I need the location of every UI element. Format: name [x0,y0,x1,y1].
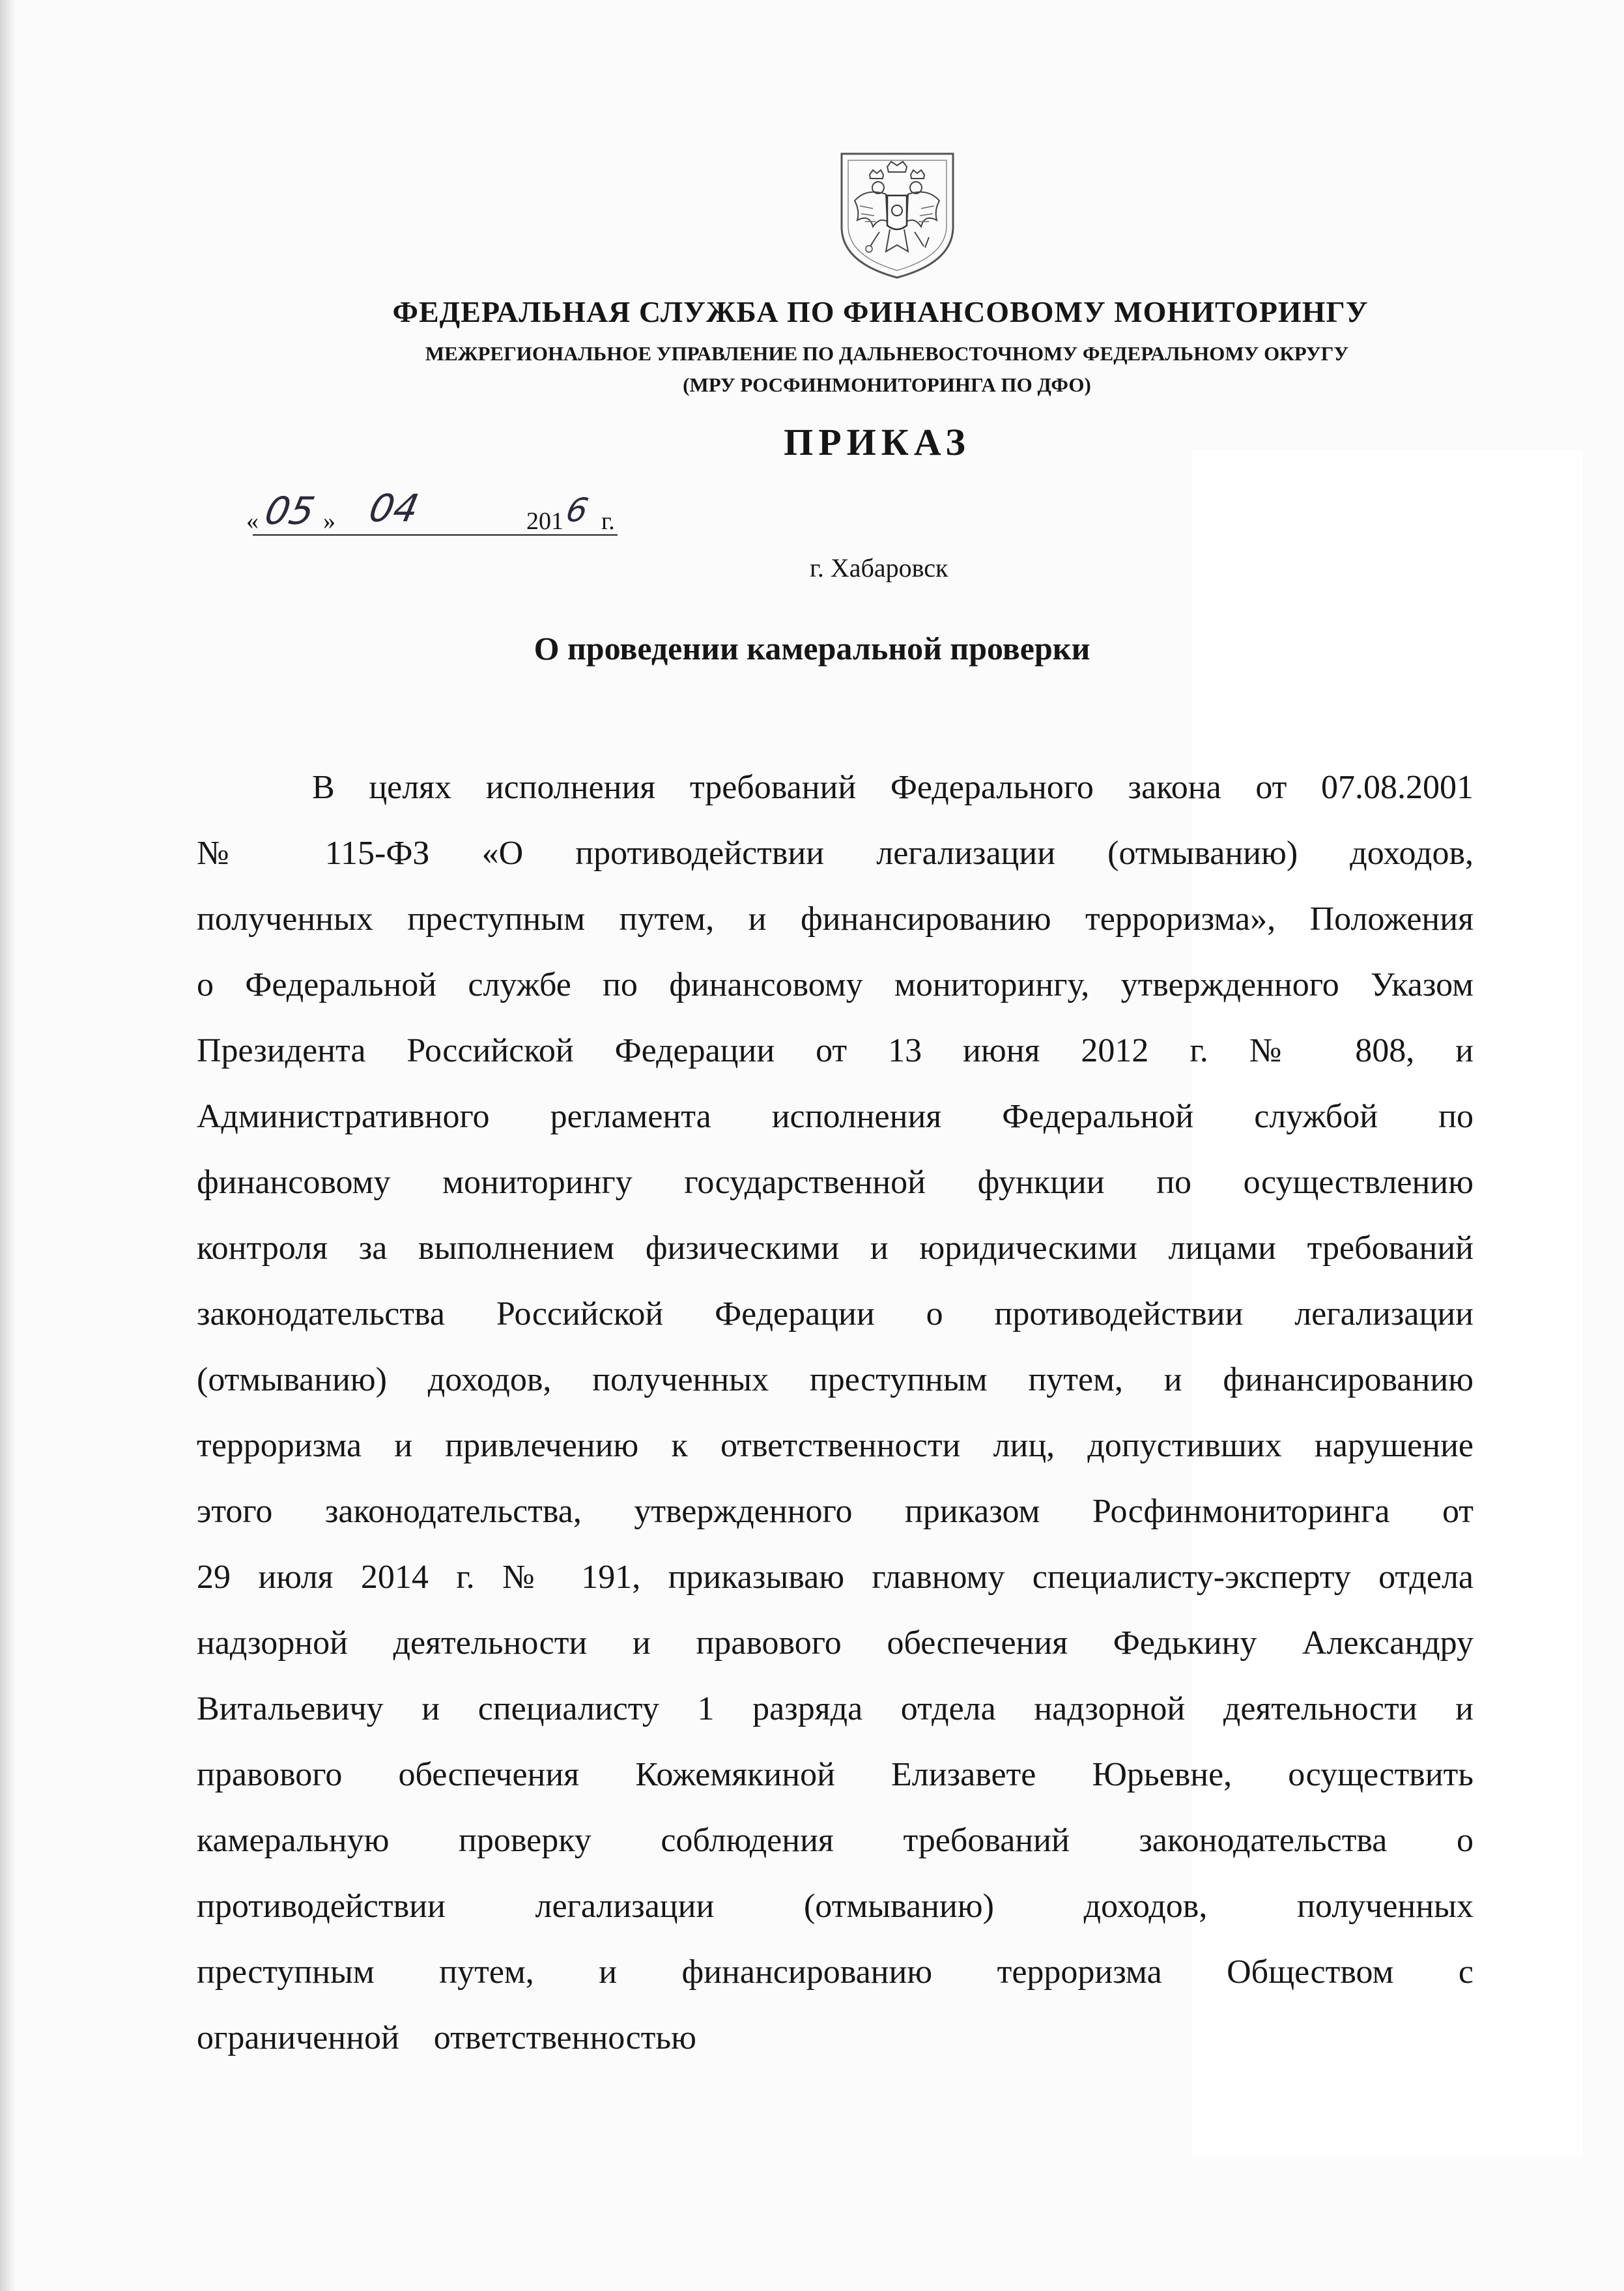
body-line: этого законодательства, утвержденного приказом Росфинмониторинга от [197,1493,1474,1530]
date-year-printed: 201 [526,508,563,535]
body-line: 29 июля 2014 г. № 191, приказываю главному специалисту-эксперту отдела [197,1559,1474,1596]
date-year-digit-handwritten: 6 [562,491,591,529]
body-line: (отмыванию) доходов, полученных преступным путем, и финансированию [197,1361,1474,1398]
body-line: Витальевичу и специалисту 1 разряда отдела надзорной деятельности и [197,1690,1474,1727]
document-type-title: ПРИКАЗ [784,421,971,463]
body-line: полученных преступным путем, и финансированию терроризма», Положения [197,901,1474,938]
date-underline [253,534,618,536]
order-body [197,755,1474,2071]
agency-name: ФЕДЕРАЛЬНАЯ СЛУЖБА ПО ФИНАНСОВОМУ МОНИТОРИНГУ [392,295,1369,328]
body-line: о Федеральной службе по финансовому мониторингу, утвержденного Указом [197,966,1474,1003]
date-year-suffix: г. [601,508,615,535]
body-line: В целях исполнения требований Федерального закона от 07.08.2001 [312,769,1474,806]
body-line: законодательства Российской Федерации о противодействии легализации [197,1295,1474,1333]
body-line: № 115-ФЗ «О противодействии легализации (отмыванию) доходов, [197,835,1474,872]
order-subject-title: О проведении камеральной проверки [534,630,1090,667]
department-name: МЕЖРЕГИОНАЛЬНОЕ УПРАВЛЕНИЕ ПО ДАЛЬНЕВОСТОЧНОМУ ФЕДЕРАЛЬНОМУ ОКРУГУ [425,342,1349,365]
body-line: Административного регламента исполнения Федеральной службой по [197,1098,1474,1135]
body-line: ограниченной ответственностью [197,2019,696,2056]
body-line: контроля за выполнением физическими и юридическими лицами требований [197,1230,1474,1267]
date-open-quote: « [246,508,259,535]
body-line: надзорной деятельности и правового обеспечения Федькину Александру [197,1624,1474,1662]
body-line: Президента Российской Федерации от 13 июня 2012 г. № 808, и [197,1032,1474,1069]
body-line: камеральную проверку соблюдения требований законодательства о [197,1822,1474,1859]
issue-city: г. Хабаровск [810,553,948,583]
order-date [246,482,624,541]
body-line: противодействии легализации (отмыванию) доходов, полученных [197,1888,1474,1925]
date-day-handwritten: 05 [261,489,319,533]
body-line: правового обеспечения Кожемякиной Елизавете Юрьевне, осуществить [197,1756,1474,1793]
coat-of-arms-icon [834,149,961,282]
body-line: финансовому мониторингу государственной функции по осуществлению [197,1164,1474,1201]
department-abbreviation: (МРУ РОСФИНМОНИТОРИНГА ПО ДФО) [683,373,1091,396]
body-line: преступным путем, и финансированию терроризма Обществом с [197,1953,1474,1991]
date-month-handwritten: 04 [365,486,423,530]
body-line: терроризма и привлечению к ответственности лиц, допустивших нарушение [197,1427,1474,1464]
date-close-quote: » [323,508,335,535]
